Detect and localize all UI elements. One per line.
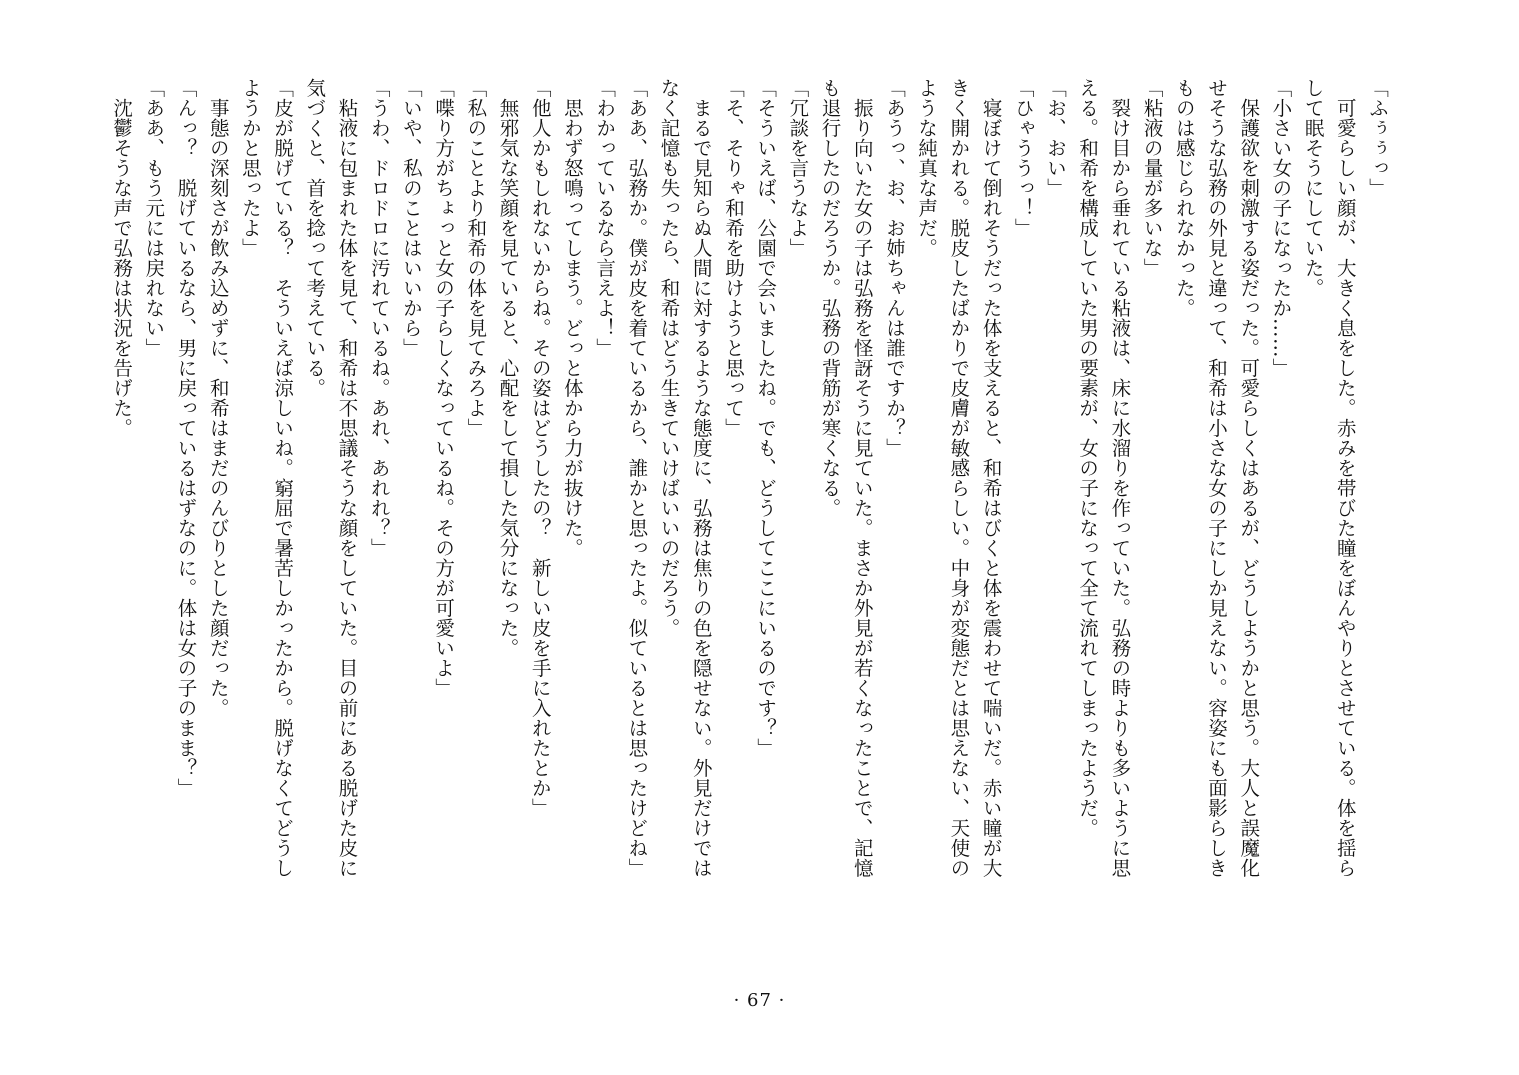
- text-line: ようかと思ったよ」: [238, 78, 262, 258]
- text-line: 振り向いた女の子は弘務を怪訝そうに見ていた。まさか外見が若くなったことで、記憶: [850, 78, 874, 878]
- text-line: 「粘液の量が多いな」: [1140, 78, 1164, 278]
- text-line: 「ああ、もう元には戻れない」: [142, 78, 166, 358]
- text-line: 「他人かもしれないからね。その姿はどうしたの？ 新しい皮を手に入れたとか」: [528, 78, 552, 818]
- text-line: ような純真な声だ。: [915, 78, 939, 258]
- text-line: 「小さい女の子になったか……」: [1269, 78, 1293, 378]
- text-line: 粘液に包まれた体を見て、和希は不思議そうな顔をしていた。目の前にある脱げた皮に: [335, 78, 359, 878]
- text-line: 無邪気な笑顔を見ていると、心配をして損した気分になった。: [496, 78, 520, 658]
- text-line: 事態の深刻さが飲み込めずに、和希はまだのんびりとした顔だった。: [206, 78, 230, 718]
- text-line: 可愛らしい顔が、大きく息をした。赤みを帯びた瞳をぼんやりとさせている。体を揺ら: [1333, 78, 1357, 878]
- text-line: 「喋り方がちょっと女の子らしくなっているね。その方が可愛いよ」: [432, 78, 456, 698]
- text-line: 「ああ、弘務か。僕が皮を着ているから、誰かと思ったよ。似ているとは思ったけどね」: [625, 78, 649, 878]
- text-line: 裂け目から垂れている粘液は、床に水溜りを作っていた。弘務の時よりも多いように思: [1108, 78, 1132, 878]
- text-line: なく記憶も失ったら、和希はどう生きていけばいいのだろう。: [657, 78, 681, 638]
- text-line: 「ひゃううっ！」: [1011, 78, 1035, 238]
- text-line: 「んっ？ 脱げているなら、男に戻っているはずなのに。体は女の子のまま？」: [174, 78, 198, 798]
- text-line: 「あうっ、お、お姉ちゃんは誰ですか？」: [882, 78, 906, 458]
- text-line: 思わず怒鳴ってしまう。どっと体から力が抜けた。: [560, 78, 584, 558]
- text-line: 「ふぅぅっ」: [1366, 78, 1389, 198]
- text-line: 「皮が脱げている？ そういえば涼しいね。窮屈で暑苦しかったから。脱げなくてどうし: [271, 78, 295, 878]
- text-line: 「うわ、ドロドロに汚れているね。あれ、あれれ？」: [367, 78, 391, 558]
- text-line: 沈鬱そうな声で弘務は状況を告げた。: [110, 78, 134, 438]
- text-line: 「いや、私のことはいいから」: [399, 78, 423, 358]
- text-line: まるで見知らぬ人間に対するような態度に、弘務は焦りの色を隠せない。外見だけでは: [689, 78, 713, 878]
- text-line: 寝ぼけて倒れそうだった体を支えると、和希はびくと体を震わせて喘いだ。赤い瞳が大: [979, 78, 1003, 878]
- text-line: して眠そうにしていた。: [1301, 78, 1325, 298]
- vertical-text-block: [105, 78, 1393, 988]
- page-number: · 67 ·: [733, 990, 786, 1011]
- text-line: 気づくと、首を捻って考えている。: [303, 78, 327, 398]
- text-line: きく開かれる。脱皮したばかりで皮膚が敏感らしい。中身が変態だとは思えない、天使の: [947, 78, 971, 878]
- text-line: 「わかっているなら言えよ！」: [593, 78, 617, 358]
- text-line: せそうな弘務の外見と違って、和希は小さな女の子にしか見えない。容姿にも面影らしき: [1204, 78, 1228, 878]
- text-line: も退行したのだろうか。弘務の背筋が寒くなる。: [818, 78, 842, 518]
- text-line: 保護欲を刺激する姿だった。可愛らしくはあるが、どうしようかと思う。大人と誤魔化: [1237, 78, 1261, 878]
- text-line: 「お、おい」: [1043, 78, 1067, 198]
- text-line: える。和希を構成していた男の要素が、女の子になって全て流れてしまったようだ。: [1076, 78, 1100, 838]
- text-line: ものは感じられなかった。: [1172, 78, 1196, 318]
- text-line: 「そ、そりゃ和希を助けようと思って」: [721, 78, 745, 438]
- text-line: 「私のことより和希の体を見てみろよ」: [464, 78, 488, 438]
- text-line: 「冗談を言うなよ」: [786, 78, 810, 258]
- text-line: 「そういえば、公園で会いましたね。でも、どうしてここにいるのです？」: [754, 78, 778, 758]
